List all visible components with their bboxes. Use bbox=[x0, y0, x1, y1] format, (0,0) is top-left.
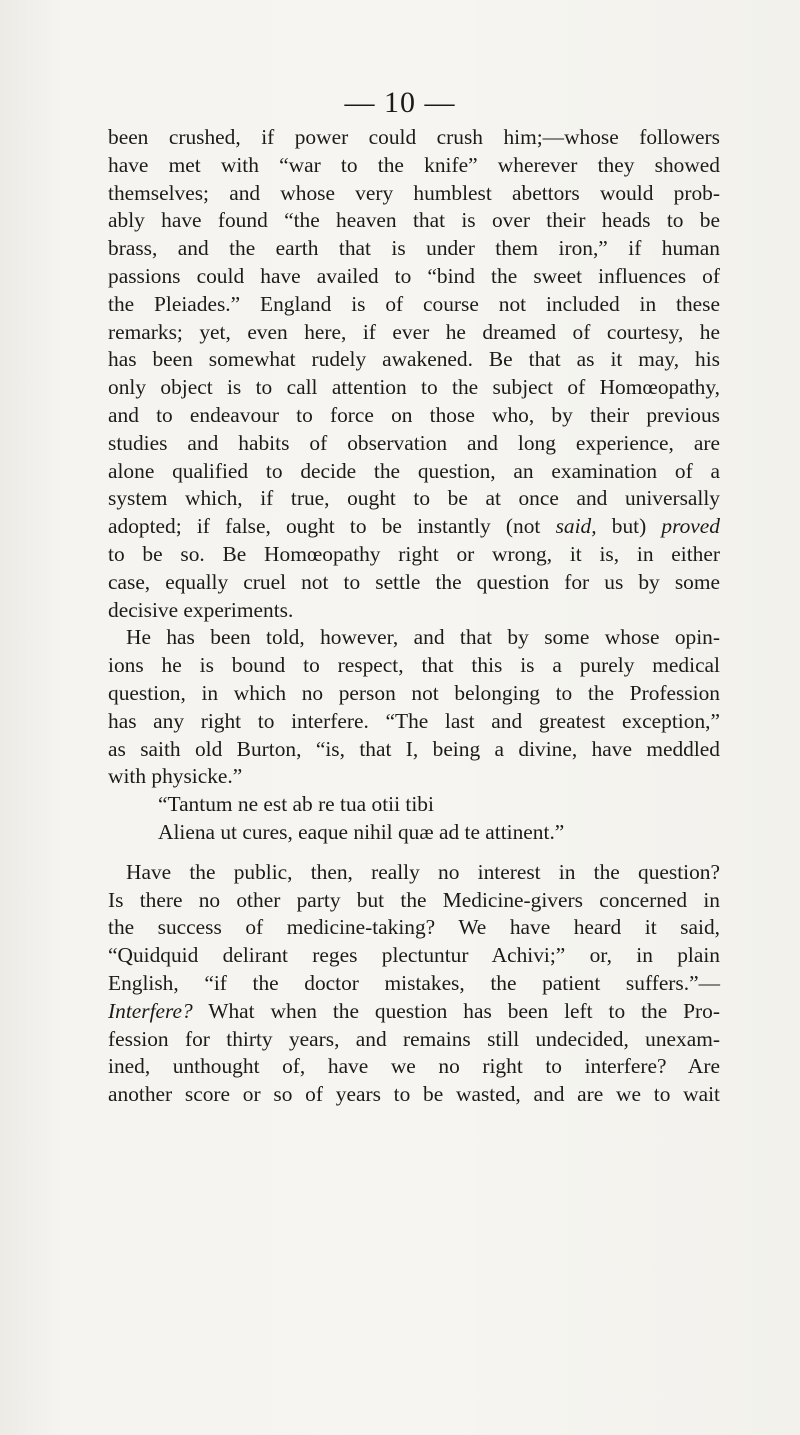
text-line: brass, and the earth that is under them iron,” if human bbox=[108, 236, 720, 261]
text-line: has any right to interfere. “The last and greatest exception,” bbox=[108, 708, 720, 733]
text-line: the Pleiades.” England is of course not included in these bbox=[108, 291, 720, 316]
italic-fragment: said, bbox=[555, 514, 597, 539]
text-line-with-italics bbox=[108, 513, 720, 541]
text-line: studies and habits of observation and long experience, are bbox=[108, 430, 720, 455]
text-line: decisive experiments. bbox=[108, 597, 294, 622]
body-text bbox=[108, 124, 720, 1109]
text-line-with-italics bbox=[108, 998, 720, 1026]
text-fragment: adopted; if false, ought to be instantly (not bbox=[108, 514, 556, 539]
text-line: question, in which no person not belonging to the Profession bbox=[108, 680, 720, 705]
verse-line: Aliena ut cures, eaque nihil quæ ad te attinent.” bbox=[158, 819, 565, 844]
text-line: English, “if the doctor mistakes, the patient suffers.”— bbox=[108, 970, 720, 995]
text-line: Is there no other party but the Medicine-givers concerned in bbox=[108, 887, 720, 912]
text-line: ably have found “the heaven that is over their heads to be bbox=[108, 208, 720, 233]
text-line: only object is to call attention to the subject of Homœopathy, bbox=[108, 375, 720, 400]
paragraph-gap bbox=[108, 847, 720, 859]
text-line: and to endeavour to force on those who, by their previous bbox=[108, 402, 720, 427]
text-line: remarks; yet, even here, if ever he dreamed of courtesy, he bbox=[108, 319, 720, 344]
text-fragment: What when the question has been left to the Pro- bbox=[192, 998, 720, 1023]
text-fragment: but) bbox=[596, 514, 662, 539]
text-line: been crushed, if power could crush him;—whose followers bbox=[108, 125, 720, 149]
text-line: as saith old Burton, “is, that I, being a divine, have meddled bbox=[108, 736, 720, 761]
text-line: passions could have availed to “bind the sweet influences of bbox=[108, 263, 720, 288]
paragraph-start-line: Have the public, then, really no interest in the question? bbox=[126, 859, 720, 884]
text-line: fession for thirty years, and remains still undecided, unexam- bbox=[108, 1026, 720, 1051]
text-line: themselves; and whose very humblest abettors would prob- bbox=[108, 180, 720, 205]
text-line: with physicke.” bbox=[108, 764, 243, 789]
text-line: case, equally cruel not to settle the question for us by some bbox=[108, 569, 720, 594]
text-line: ions he is bound to respect, that this is a purely medical bbox=[108, 653, 720, 678]
paragraph-start-line: He has been told, however, and that by some whose opin- bbox=[126, 625, 720, 650]
italic-fragment: Interfere? bbox=[108, 998, 193, 1023]
page-number: — 10 — bbox=[344, 86, 456, 119]
text-line: another score or so of years to be wasted, and are we to wait bbox=[108, 1082, 720, 1107]
text-line: to be so. Be Homœopathy right or wrong, it is, in either bbox=[108, 541, 720, 566]
text-line: “Quidquid delirant reges plectuntur Achivi;” or, in plain bbox=[108, 943, 720, 968]
text-line: ined, unthought of, have we no right to interfere? Are bbox=[108, 1054, 720, 1079]
text-line: have met with “war to the knife” wherever they showed bbox=[108, 152, 720, 177]
italic-fragment: proved bbox=[661, 514, 720, 539]
verse-line: “Tantum ne est ab re tua otii tibi bbox=[158, 792, 434, 817]
text-line: alone qualified to decide the question, an examination of a bbox=[108, 458, 720, 483]
text-line: the success of medicine-taking? We have heard it said, bbox=[108, 915, 720, 940]
text-line: has been somewhat rudely awakened. Be that as it may, his bbox=[108, 347, 720, 372]
text-line: system which, if true, ought to be at once and universally bbox=[108, 486, 720, 511]
